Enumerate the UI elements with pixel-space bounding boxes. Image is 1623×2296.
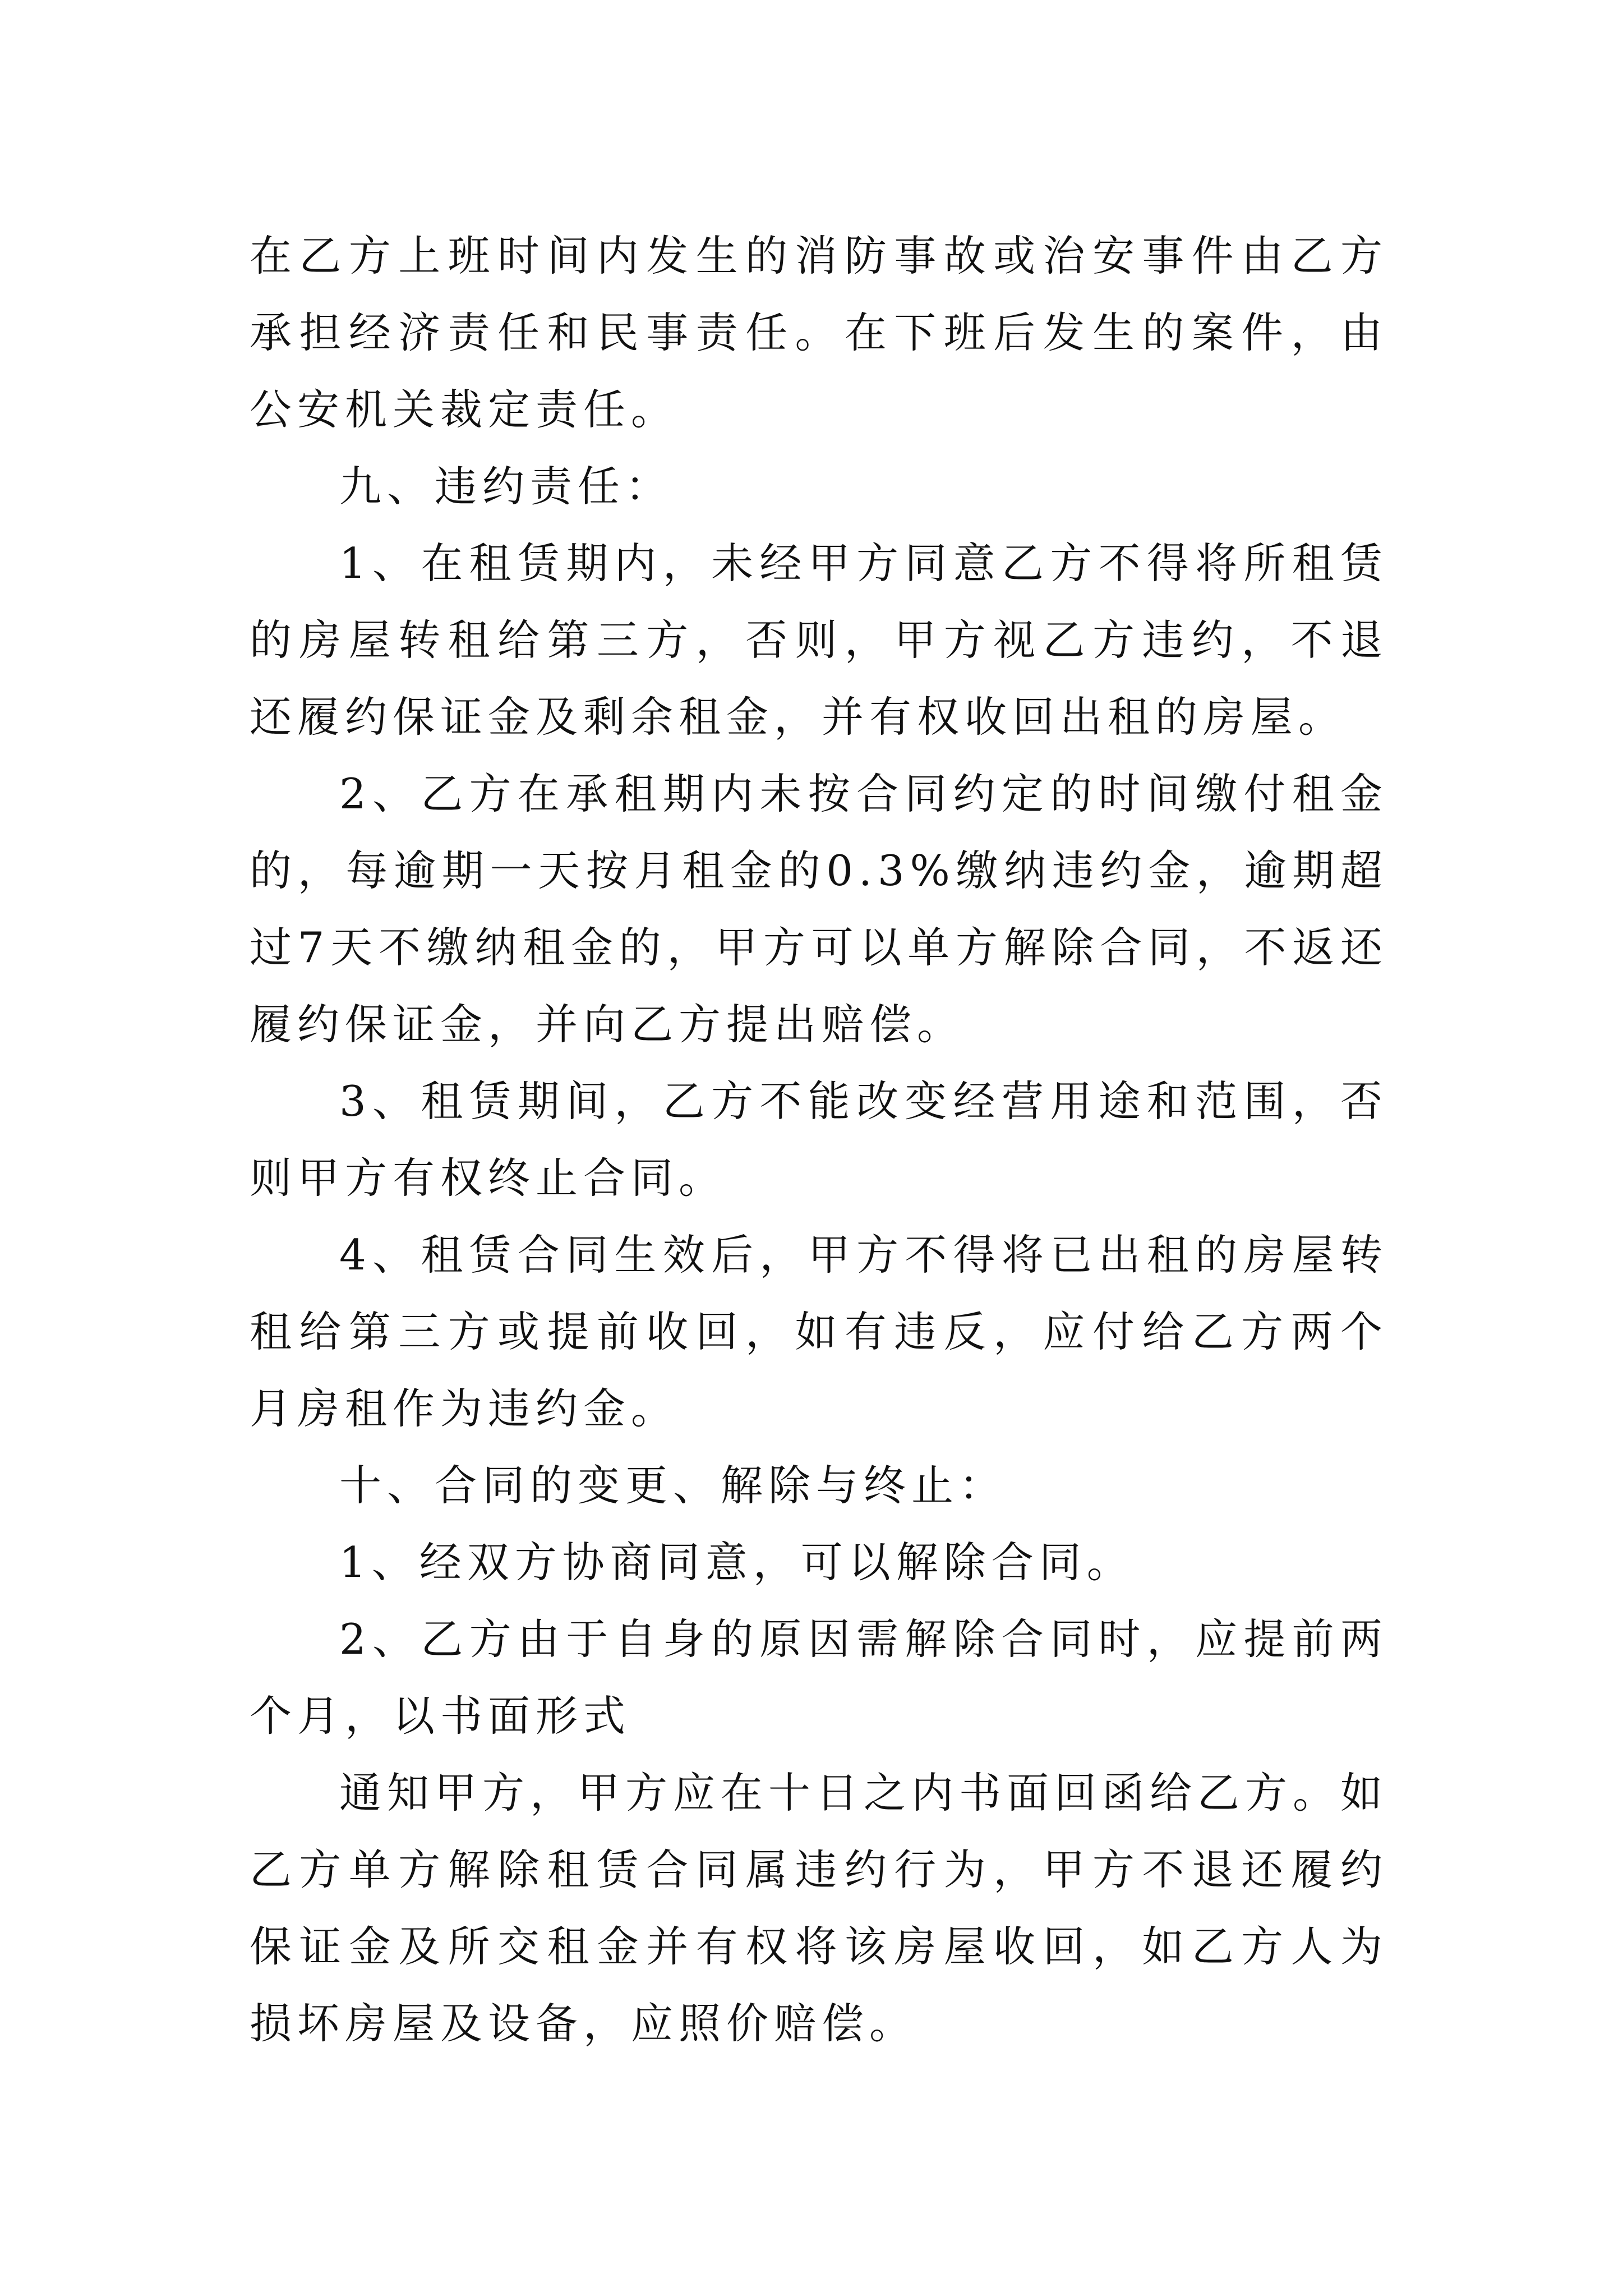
clause-9-2: 2、乙方在承租期内未按合同约定的时间缴付租金的，每逾期一天按月租金的0.3%缴纳违约金，逾期超过7天不缴纳租金的，甲方可以单方解除合同，不返还履约保证金，并向乙方提出赔偿。 [250,769,1388,1049]
section-heading-nine: 九、违约责任： [339,462,674,511]
clause-9-3: 3、租赁期间，乙方不能改变经营用途和范围，否则甲方有权终止合同。 [250,1076,1388,1203]
paragraph-continuation: 在乙方上班时间内发生的消防事故或治安事件由乙方承担经济责任和民事责任。在下班后发生的案件，由公安机关裁定责任。 [250,231,1388,434]
clause-10-1: 1、经双方协商同意，可以解除合同。 [339,1538,1135,1587]
document-body [250,218,1388,2062]
clause-9-1: 1、在租赁期内，未经甲方同意乙方不得将所租赁的房屋转租给第三方，否则，甲方视乙方违约，不退还履约保证金及剩余租金，并有权收回出租的房屋。 [250,539,1388,742]
clause-10-2-continued: 通知甲方，甲方应在十日之内书面回函给乙方。如乙方单方解除租赁合同属违约行为，甲方不退还履约保证金及所交租金并有权将该房屋收回，如乙方人为损坏房屋及设备，应照价赔偿。 [250,1768,1389,2048]
section-heading-ten: 十、合同的变更、解除与终止： [339,1461,1007,1510]
clause-10-2: 2、乙方由于自身的原因需解除合同时，应提前两个月，以书面形式 [250,1614,1388,1741]
clause-9-4: 4、租赁合同生效后，甲方不得将已出租的房屋转租给第三方或提前收回，如有违反，应付给乙方两个月房租作为违约金。 [250,1230,1388,1433]
